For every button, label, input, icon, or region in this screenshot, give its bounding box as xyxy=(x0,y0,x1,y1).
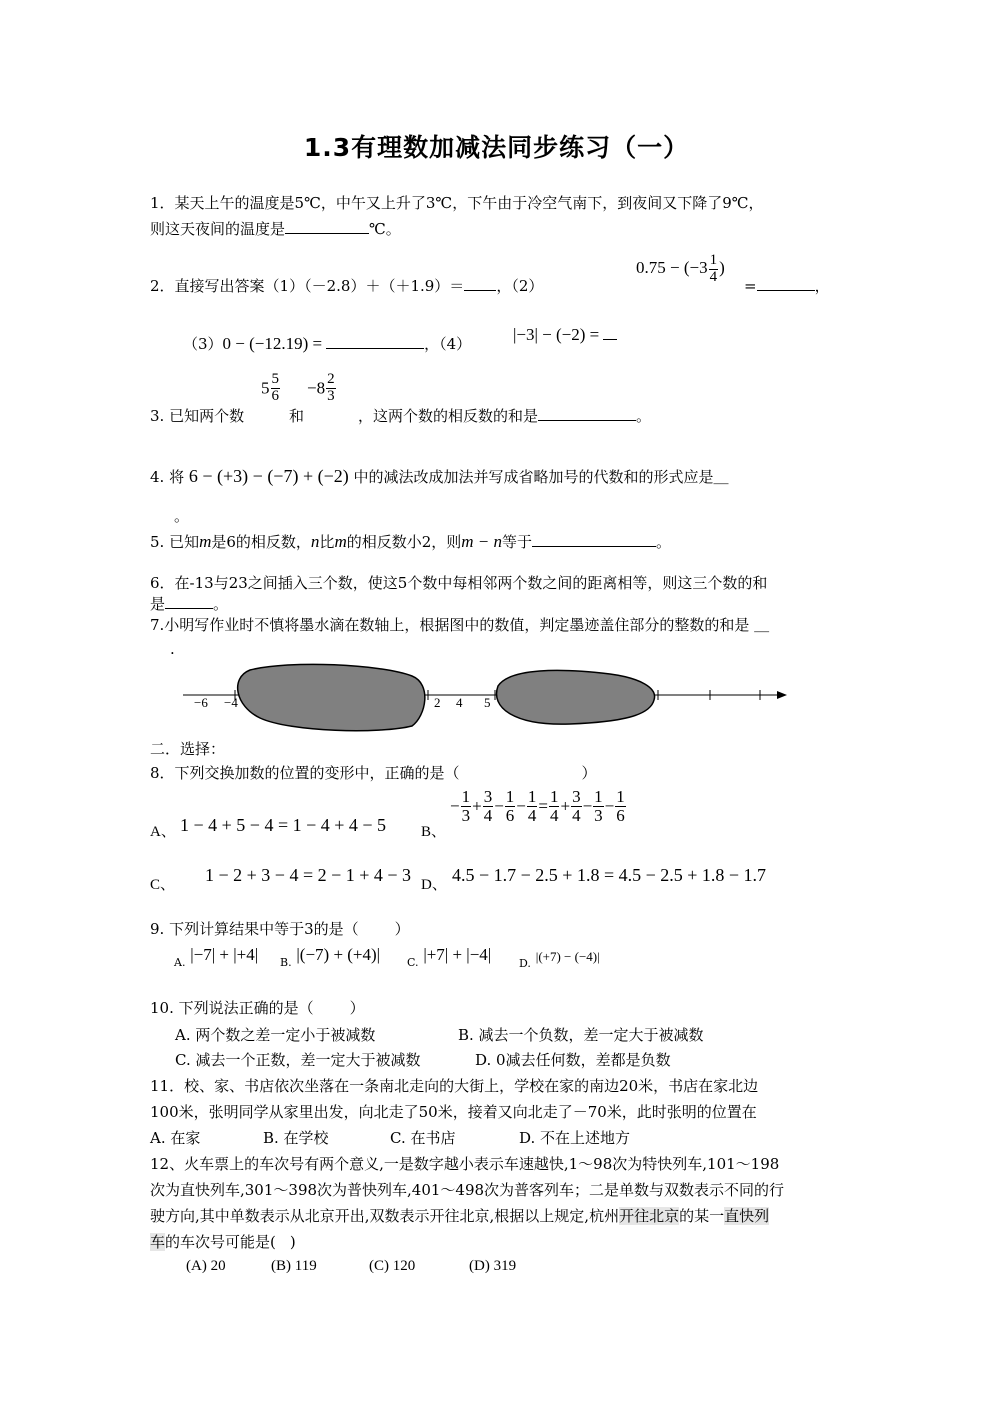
q2-text: 2．直接写出答案（1）（－2.8）＋（＋1.9）＝ xyxy=(150,277,465,295)
answer-blank[interactable] xyxy=(464,276,496,291)
frac-denominator: 6 xyxy=(616,805,625,825)
expr-part: 0.75 − (−3 xyxy=(636,258,708,278)
fraction xyxy=(571,788,582,825)
period: 。 xyxy=(213,595,229,613)
fraction xyxy=(505,788,516,825)
frac-denominator: 3 xyxy=(594,805,603,825)
q6-text: 是 xyxy=(150,595,166,613)
q9-option-A[interactable] xyxy=(174,945,258,969)
q2-expr-4 xyxy=(513,325,617,345)
question-5 xyxy=(150,531,671,552)
q10-option-B[interactable]: B. 减去一个负数，差一定大于被减数 xyxy=(458,1026,704,1044)
q11-option-B[interactable]: B. 在学校 xyxy=(263,1129,329,1147)
var-m: m xyxy=(334,532,347,551)
question-3 xyxy=(150,405,244,426)
fraction xyxy=(615,788,626,825)
fraction xyxy=(483,788,494,825)
operator: − xyxy=(516,796,526,816)
q2-text2: ，（2） xyxy=(496,277,544,295)
frac-numerator: 3 xyxy=(483,787,493,806)
paren-close: ） xyxy=(349,999,365,1017)
q12-text: 的某一 xyxy=(679,1207,725,1225)
q5-text: 比 xyxy=(319,533,335,551)
frac-numerator: 2 xyxy=(327,371,335,387)
question-1-line2 xyxy=(150,218,401,239)
q9-option-C[interactable] xyxy=(407,945,491,969)
option-D-label[interactable]: D、 xyxy=(421,877,447,893)
tick-label: 4 xyxy=(456,695,463,710)
option-C-label[interactable]: C、 xyxy=(150,877,176,893)
q4-suffix: 中的减法改成加法并写成省略加号的代数和的形式应是＿ xyxy=(353,468,729,486)
frac-numerator: 3 xyxy=(572,787,581,806)
q5-text: 是6的相反数， xyxy=(211,533,311,551)
q11-option-D[interactable]: D. 不在上述地方 xyxy=(519,1129,631,1147)
option-B-label[interactable]: B、 xyxy=(421,824,447,840)
q3-suffix-text: ，这两个数的相反数的和是 xyxy=(358,407,539,425)
period: 。 xyxy=(636,407,652,425)
q10-option-D[interactable]: D. 0减去任何数，差都是负数 xyxy=(475,1051,671,1069)
q3-number1 xyxy=(261,372,281,405)
frac-numerator: 5 xyxy=(271,371,279,387)
question-4 xyxy=(150,466,729,487)
q5-prefix: 5. 已知 xyxy=(150,533,200,551)
option-A-expression: 1 − 4 + 5 − 4 = 1 − 4 + 4 − 5 xyxy=(180,815,387,835)
var-n: n xyxy=(310,532,320,551)
tick-label: −6 xyxy=(194,695,208,710)
expr-3: 0 − (−12.19) = xyxy=(222,334,323,353)
arrow-head-icon xyxy=(777,691,787,699)
question-12-line1: 12、火车票上的车次号有两个意义,一是数字越小表示车速越快,1～98次为特快列车,101～198 xyxy=(150,1155,780,1173)
tick-label: 2 xyxy=(434,695,441,710)
fraction xyxy=(549,788,560,825)
question-7-line2: . xyxy=(170,640,175,658)
option-expression: |+7| + |−4| xyxy=(423,945,492,964)
frac-numerator: 1 xyxy=(527,787,537,806)
frac-denominator: 4 xyxy=(483,805,493,825)
q12-highlight: 直快列 xyxy=(724,1207,770,1225)
tick-label: 5 xyxy=(484,695,491,710)
answer-blank[interactable] xyxy=(757,276,815,291)
frac-denominator: 4 xyxy=(527,805,537,825)
question-11-line1: 11．校、家、书店依次坐落在一条南北走向的大街上，学校在家的南边20米，书店在家北边 xyxy=(150,1077,759,1095)
operator: = xyxy=(538,796,548,816)
q5-text: 的相反数小2，则 xyxy=(346,533,462,551)
question-9 xyxy=(150,918,410,939)
option-expression: |−7| + |+4| xyxy=(190,945,259,964)
q3-prefix: 3. 已知两个数 xyxy=(150,407,245,425)
tick-label: −4 xyxy=(224,695,238,710)
fraction xyxy=(461,788,472,825)
option-D-expression: 4.5 − 1.7 − 2.5 + 1.8 = 4.5 − 2.5 + 1.8 − 1.7 xyxy=(452,865,767,885)
answer-blank[interactable] xyxy=(165,594,213,609)
q9-stem: 9. 下列计算结果中等于3的是（ xyxy=(150,920,359,938)
ink-blot-2 xyxy=(497,670,655,724)
operator: − xyxy=(494,796,504,816)
option-B-expression xyxy=(450,788,627,825)
ink-blot-1 xyxy=(238,664,425,730)
frac-denominator: 4 xyxy=(549,805,559,825)
whole: −8 xyxy=(307,378,326,398)
q10-option-C[interactable]: C. 减去一个正数，差一定大于被减数 xyxy=(175,1051,421,1069)
option-label: C. xyxy=(407,956,419,969)
q3-number2 xyxy=(307,372,337,405)
question-7-line1: 7.小明写作业时不慎将墨水滴在数轴上，根据图中的数值，判定墨迹盖住部分的整数的和是 ＿ xyxy=(150,616,770,634)
q11-option-C[interactable]: C. 在书店 xyxy=(390,1129,456,1147)
q4-prefix: 4. 将 xyxy=(150,468,185,486)
fraction xyxy=(593,788,604,825)
frac-numerator: 1 xyxy=(709,252,718,268)
paren-close: ） xyxy=(394,920,410,938)
question-10 xyxy=(150,997,365,1018)
var-m: m xyxy=(199,532,212,551)
frac-denominator: 4 xyxy=(572,805,581,825)
question-2-part1 xyxy=(150,275,543,296)
frac-denominator: 3 xyxy=(327,387,335,404)
label: ，（4） xyxy=(424,335,472,353)
question-1-line1: 1．某天上午的温度是5℃，中午又上升了3℃，下午由于冷空气南下，到夜间又下降了9℃， xyxy=(150,194,764,212)
q12-option-B[interactable]: (B) 119 xyxy=(271,1258,317,1274)
option-label: B. xyxy=(280,956,292,969)
q5-text: 等于 xyxy=(502,533,533,551)
expr-part: ) xyxy=(719,258,725,278)
frac-numerator: 1 xyxy=(505,787,515,806)
frac-numerator: 1 xyxy=(549,787,559,806)
option-expression: |(+7) − (−4)| xyxy=(535,949,600,964)
q9-option-B[interactable] xyxy=(280,945,380,969)
operator: + xyxy=(560,796,571,816)
frac-denominator: 3 xyxy=(461,805,471,825)
whole: 5 xyxy=(261,378,270,398)
answer-blank[interactable] xyxy=(285,219,369,234)
q8-stem: 8．下列交换加数的位置的变形中，正确的是（ xyxy=(150,764,460,782)
frac-denominator: 4 xyxy=(709,268,718,285)
operator: − xyxy=(450,796,460,816)
answer-blank[interactable] xyxy=(326,334,424,349)
q3-and: 和 xyxy=(289,407,305,425)
q11-option-A[interactable]: A. 在家 xyxy=(150,1129,201,1147)
q4-expression: 6 − (+3) − (−7) + (−2) xyxy=(188,466,349,486)
period: 。 xyxy=(656,533,672,551)
q10-option-A[interactable]: A. 两个数之差一定小于被减数 xyxy=(175,1026,376,1044)
q12-option-C[interactable]: (C) 120 xyxy=(369,1258,416,1274)
question-12-line3 xyxy=(150,1205,769,1226)
frac-denominator: 6 xyxy=(271,387,279,404)
q9-option-D[interactable] xyxy=(519,947,600,970)
q12-highlight: 开往北京 xyxy=(619,1207,680,1225)
option-C-expression: 1 − 2 + 3 − 4 = 2 − 1 + 4 − 3 xyxy=(205,865,412,885)
question-12-line4 xyxy=(150,1231,296,1252)
q1-unit: ℃。 xyxy=(369,220,401,238)
expr-4: |−3| − (−2) = xyxy=(513,325,600,344)
option-expression: |(−7) + (+4)| xyxy=(296,945,381,964)
operator: − xyxy=(582,796,593,816)
q12-option-A[interactable]: (A) 20 xyxy=(186,1258,226,1274)
answer-blank[interactable] xyxy=(603,325,617,340)
option-label: A. xyxy=(174,956,186,969)
page-title: 1.3有理数加减法同步练习（一） xyxy=(303,133,690,162)
q4-end: 。 xyxy=(174,507,190,525)
q12-text: 的车次号可能是( xyxy=(165,1233,276,1251)
eq-sign: = xyxy=(744,277,757,295)
q12-option-D[interactable]: (D) 319 xyxy=(469,1258,517,1274)
section-heading: 二．选择： xyxy=(150,740,226,758)
q1-text: 则这天夜间的温度是 xyxy=(150,220,286,238)
number-line-figure xyxy=(180,660,790,732)
label: （3） xyxy=(183,335,223,353)
paren-close: ） xyxy=(581,764,597,782)
answer-blank[interactable] xyxy=(532,532,656,547)
comma: ， xyxy=(814,277,830,295)
option-A-label[interactable]: A、 xyxy=(150,824,176,840)
q12-text: 驶方向,其中单数表示从北京开出,双数表示开往北京,根据以上规定,杭州 xyxy=(150,1207,620,1225)
question-6-line1: 6．在-13与23之间插入三个数，使这5个数中每相邻两个数之间的距离相等，则这三个数的和 xyxy=(150,574,768,592)
expr-m-minus-n: m − n xyxy=(461,532,503,551)
question-6-line2 xyxy=(150,593,228,614)
operator: + xyxy=(472,796,482,816)
fraction xyxy=(527,788,538,825)
option-label: D. xyxy=(519,957,531,970)
frac-numerator: 1 xyxy=(616,787,625,806)
operator: − xyxy=(604,796,615,816)
q2-eq xyxy=(744,275,830,296)
answer-blank[interactable] xyxy=(538,406,636,421)
q10-stem: 10. 下列说法正确的是（ xyxy=(150,999,314,1017)
question-12-line2: 次为直快列车,301～398次为普快列车,401～498次为普客列车；二是单数与双数表示不同的行 xyxy=(150,1181,785,1199)
frac-numerator: 1 xyxy=(461,787,471,806)
q12-highlight: 车 xyxy=(150,1233,166,1251)
q3-suffix xyxy=(358,405,651,426)
paren-close: ) xyxy=(289,1233,296,1251)
frac-numerator: 1 xyxy=(594,787,603,806)
q2-part3 xyxy=(183,333,471,354)
frac-denominator: 6 xyxy=(505,805,515,825)
question-8 xyxy=(150,762,597,783)
question-11-line2: 100米，张明同学从家里出发，向北走了50米，接着又向北走了－70米，此时张明的位置在 xyxy=(150,1103,757,1121)
q2-expression-2 xyxy=(636,253,725,286)
